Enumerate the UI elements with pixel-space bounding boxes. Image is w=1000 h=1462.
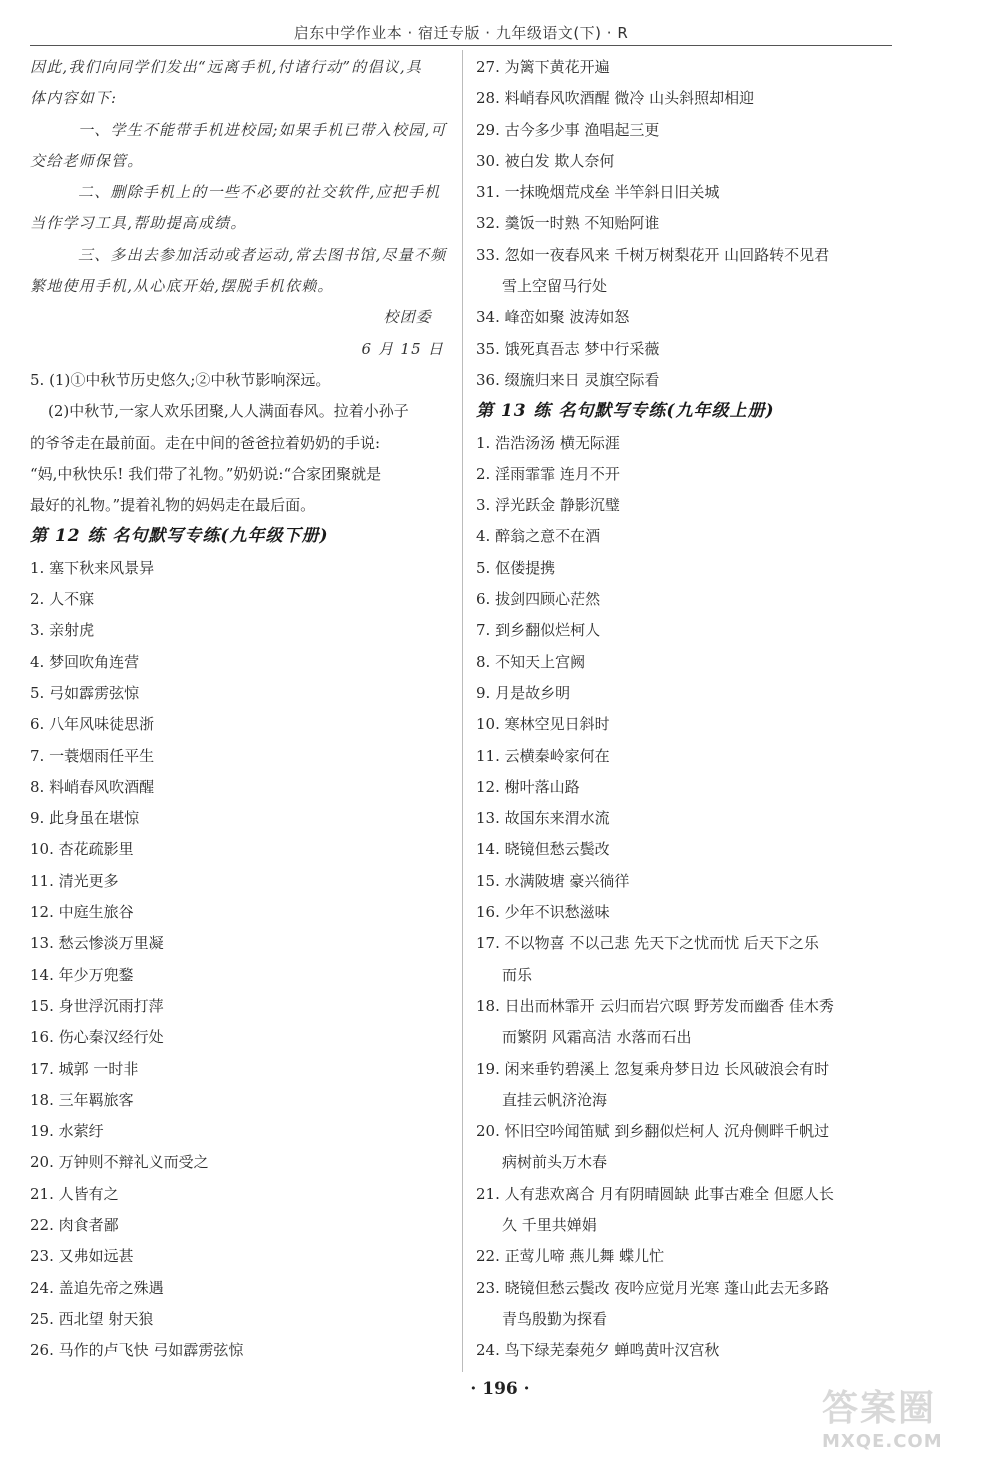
list-item: 2. 淫雨霏霏 连月不开 <box>476 464 620 483</box>
list-item: 7. 一蓑烟雨任平生 <box>30 746 155 765</box>
list-item: 4. 梦回吹角连营 <box>30 652 140 671</box>
answer-5-line: “妈,中秋快乐! 我们带了礼物。”奶奶说:“合家团聚就是 <box>30 464 382 483</box>
list-item: 29. 古今多少事 渔唱起三更 <box>476 120 660 139</box>
list-item: 18. 三年羁旅客 <box>30 1090 134 1109</box>
list-item-continuation: 直挂云帆济沧海 <box>502 1090 608 1109</box>
list-item: 7. 到乡翻似烂柯人 <box>476 621 601 640</box>
proposal-line: 繁地使用手机,从心底开始,摆脱手机依赖。 <box>30 277 334 296</box>
list-item: 3. 亲射虎 <box>30 621 95 640</box>
answer-5-line: 最好的礼物。”提着礼物的妈妈走在最后面。 <box>30 496 316 515</box>
watermark-url: MXQE.COM <box>822 1431 943 1452</box>
page-number: · 196 · <box>470 1379 530 1399</box>
list-item: 35. 饿死真吾志 梦中行采薇 <box>476 339 660 358</box>
list-item-continuation: 久 千里共婵娟 <box>502 1215 597 1234</box>
list-item: 11. 清光更多 <box>30 871 119 890</box>
column-divider <box>462 50 463 1372</box>
list-item: 17. 城郭 一时非 <box>30 1059 139 1078</box>
answer-5-line: (2)中秋节,一家人欢乐团聚,人人满面春风。拉着小孙子 <box>48 402 409 421</box>
list-item: 5. 弓如霹雳弦惊 <box>30 683 140 702</box>
list-item: 3. 浮光跃金 静影沉璧 <box>476 496 620 515</box>
list-item: 33. 忽如一夜春风来 千树万树梨花开 山回路转不见君 <box>476 245 830 264</box>
proposal-line: 一、学生不能带手机进校园;如果手机已带入校园,可 <box>78 120 447 139</box>
list-item: 16. 伤心秦汉经行处 <box>30 1028 164 1047</box>
proposal-line: 因此,我们向同学们发出“远离手机,付诸行动”的倡议,具 <box>30 58 423 76</box>
proposal-signature: 校团委 <box>383 308 432 327</box>
list-item: 15. 身世浮沉雨打萍 <box>30 996 164 1015</box>
proposal-line: 二、删除手机上的一些不必要的社交软件,应把手机 <box>78 183 441 202</box>
list-item: 23. 又弗如远甚 <box>30 1247 134 1266</box>
right-column <box>476 52 906 1366</box>
proposal-line: 交给老师保管。 <box>30 151 144 170</box>
list-item: 30. 被白发 欺人奈何 <box>476 151 615 170</box>
list-item: 26. 马作的卢飞快 弓如霹雳弦惊 <box>30 1341 244 1360</box>
list-item-continuation: 而繁阴 风霜高洁 水落而石出 <box>502 1028 692 1047</box>
answer-5-part-1: 5. (1)①中秋节历史悠久;②中秋节影响深远。 <box>30 370 331 389</box>
list-item: 28. 料峭春风吹酒醒 微冷 山头斜照却相迎 <box>476 89 755 108</box>
list-item-continuation: 青鸟殷勤为探看 <box>502 1309 608 1328</box>
list-item: 14. 年少万兜鍪 <box>30 965 134 984</box>
list-item: 10. 杏花疏影里 <box>30 840 134 859</box>
list-item: 8. 料峭春风吹酒醒 <box>30 777 155 796</box>
list-item: 22. 肉食者鄙 <box>30 1215 119 1234</box>
list-item: 15. 水满陂塘 豪兴徜徉 <box>476 871 630 890</box>
header-rule <box>30 45 892 46</box>
proposal-line: 体内容如下: <box>30 89 118 108</box>
list-item: 9. 此身虽在堪惊 <box>30 809 140 828</box>
proposal-line: 当作学习工具,帮助提高成绩。 <box>30 214 247 233</box>
list-item: 31. 一抹晚烟荒戍垒 半竿斜日旧关城 <box>476 183 720 202</box>
answer-5-line: 的爷爷走在最前面。走在中间的爸爸拉着奶奶的手说: <box>30 433 381 452</box>
list-item: 24. 鸟下绿芜秦苑夕 蝉鸣黄叶汉宫秋 <box>476 1341 720 1360</box>
list-item: 6. 拔剑四顾心茫然 <box>476 590 601 609</box>
list-item-continuation: 病树前头万木春 <box>502 1153 608 1172</box>
list-item: 12. 榭叶落山路 <box>476 777 580 796</box>
list-item: 5. 伛偻提携 <box>476 558 556 577</box>
list-item: 36. 缀旒归来日 灵旗空际看 <box>476 370 660 389</box>
list-item-continuation: 雪上空留马行处 <box>502 277 608 296</box>
list-item: 13. 故国东来渭水流 <box>476 809 610 828</box>
list-item: 25. 西北望 射天狼 <box>30 1309 154 1328</box>
list-item: 9. 月是故乡明 <box>476 683 571 702</box>
list-item: 2. 人不寐 <box>30 590 95 609</box>
list-item: 22. 正莺儿啼 燕儿舞 蝶儿忙 <box>476 1247 665 1266</box>
list-item: 32. 羹饭一时熟 不知贻阿谁 <box>476 214 660 233</box>
list-item: 19. 闲来垂钓碧溪上 忽复乘舟梦日边 长风破浪会有时 <box>476 1059 830 1078</box>
proposal-line: 三、多出去参加活动或者运动,常去图书馆,尽量不频 <box>78 245 447 264</box>
list-item: 20. 万钟则不辩礼义而受之 <box>30 1153 209 1172</box>
list-item: 12. 中庭生旅谷 <box>30 903 134 922</box>
list-item: 21. 人有悲欢离合 月有阴晴圆缺 此事古难全 但愿人长 <box>476 1184 834 1203</box>
left-column <box>30 52 450 1366</box>
list-item: 13. 愁云惨淡万里凝 <box>30 934 164 953</box>
list-item: 6. 八年风味徒思浙 <box>30 715 155 734</box>
list-item: 16. 少年不识愁滋味 <box>476 903 610 922</box>
list-item: 17. 不以物喜 不以己悲 先天下之忧而忧 后天下之乐 <box>476 934 819 953</box>
section-12-title: 第 12 练 名句默写专练(九年级下册) <box>30 526 329 547</box>
list-item: 27. 为篱下黄花开遍 <box>476 58 610 76</box>
watermark-logo: 答案圈 <box>822 1388 937 1429</box>
proposal-date: 6 月 15 日 <box>361 339 444 358</box>
list-item: 14. 晓镜但愁云鬓改 <box>476 840 610 859</box>
list-item: 23. 晓镜但愁云鬓改 夜吟应觉月光寒 蓬山此去无多路 <box>476 1278 830 1297</box>
list-item: 24. 盖追先帝之殊遇 <box>30 1278 164 1297</box>
list-item: 20. 怀旧空吟闻笛赋 到乡翻似烂柯人 沉舟侧畔千帆过 <box>476 1122 830 1141</box>
list-item: 21. 人皆有之 <box>30 1184 119 1203</box>
list-item: 4. 醉翁之意不在酒 <box>476 527 601 546</box>
page-header: 启东中学作业本 · 宿迁专版 · 九年级语文(下) · R <box>293 24 629 42</box>
list-item: 1. 塞下秋来风景异 <box>30 558 155 577</box>
list-item-continuation: 而乐 <box>502 965 533 984</box>
watermark <box>822 1380 992 1460</box>
list-item: 1. 浩浩汤汤 横无际涯 <box>476 433 620 452</box>
list-item: 11. 云横秦岭家何在 <box>476 746 610 765</box>
list-item: 10. 寒林空见日斜时 <box>476 715 610 734</box>
list-item: 18. 日出而林霏开 云归而岩穴暝 野芳发而幽香 佳木秀 <box>476 996 834 1015</box>
list-item: 19. 水萦纡 <box>30 1122 104 1141</box>
list-item: 8. 不知天上宫阙 <box>476 652 586 671</box>
list-item: 34. 峰峦如聚 波涛如怒 <box>476 308 630 327</box>
section-13-title: 第 13 练 名句默写专练(九年级上册) <box>476 401 775 422</box>
